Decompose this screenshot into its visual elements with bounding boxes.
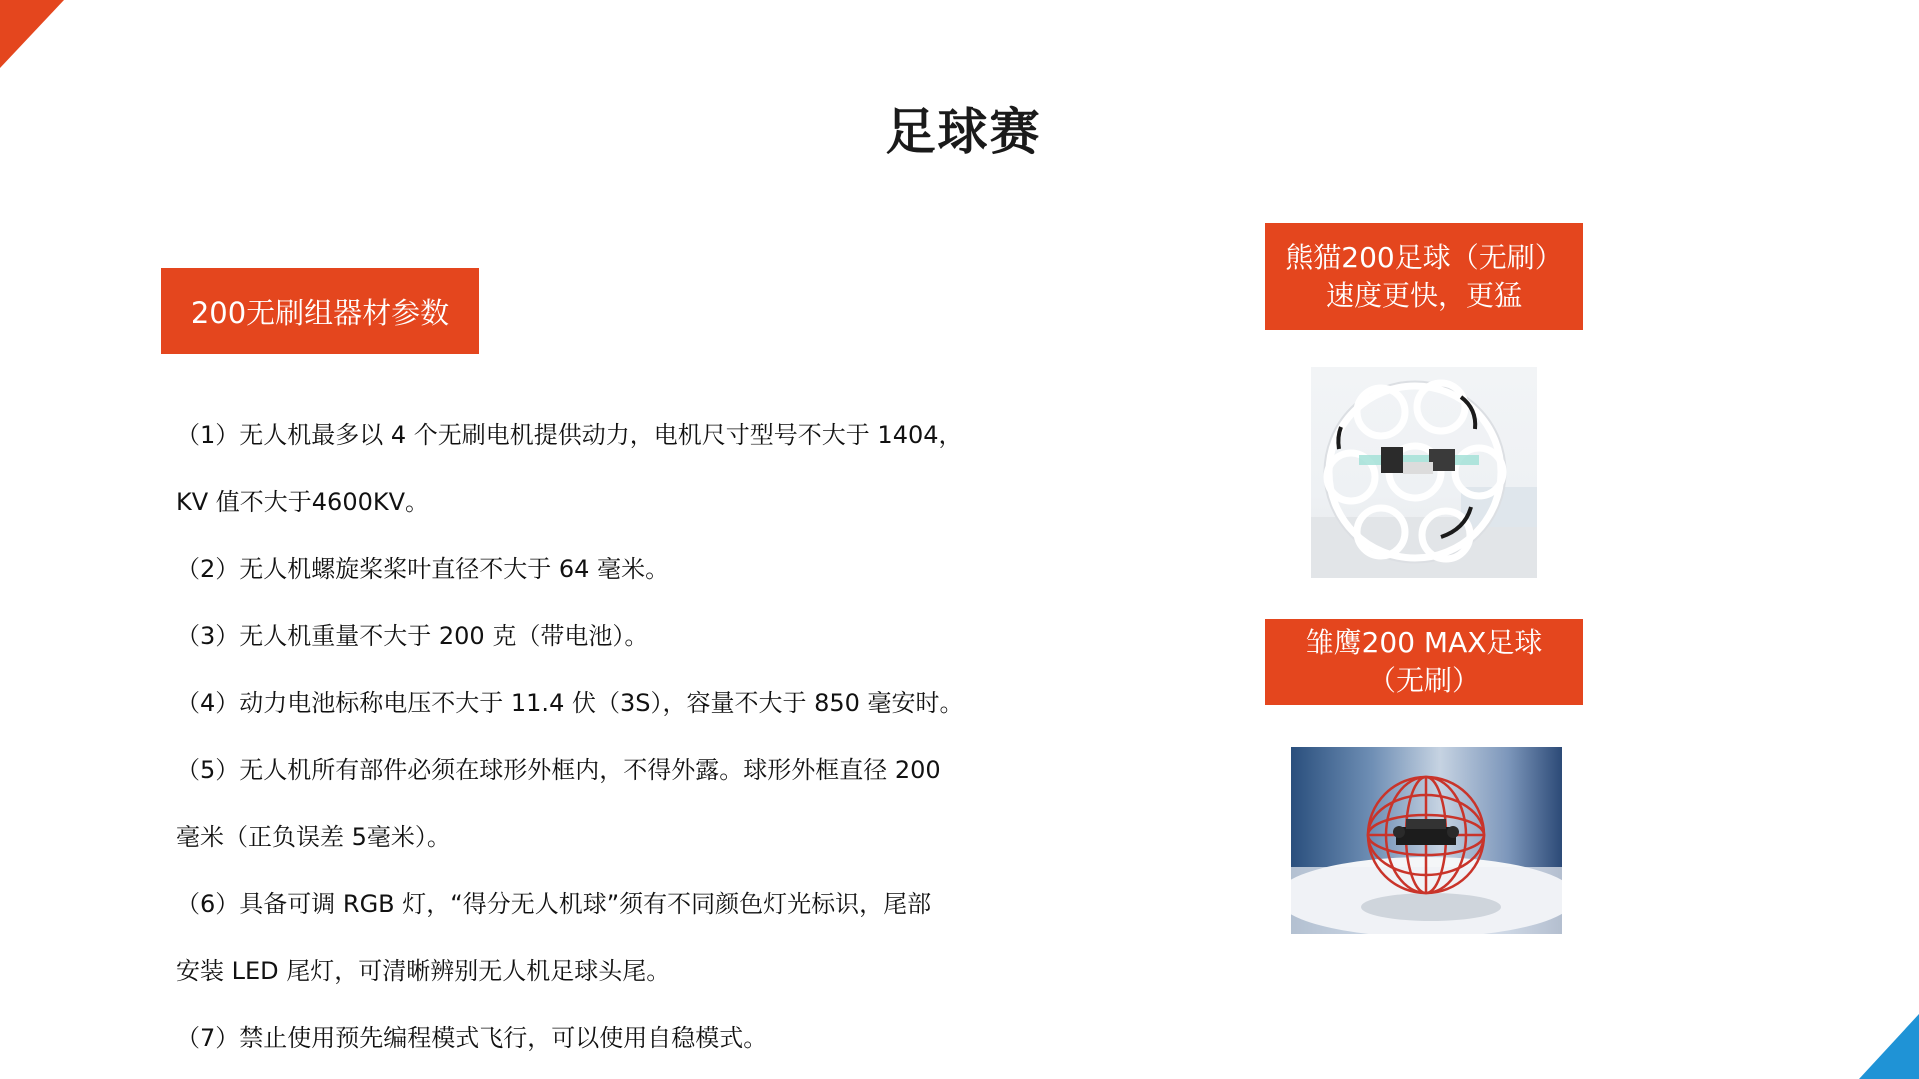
rule-line: KV 值不大于4600KV。	[176, 488, 430, 516]
corner-decoration-bottom-right	[1859, 1014, 1919, 1079]
rule-line: 毫米（正负误差 5毫米）。	[176, 823, 451, 851]
rule-line: 安装 LED 尾灯，可清晰辨别无人机足球头尾。	[176, 957, 671, 985]
corner-decoration-top-left	[0, 0, 64, 68]
red-cage-drone-ball-icon	[1291, 747, 1562, 934]
product-photo-eagle	[1291, 747, 1562, 934]
product-label-line1: 雏鹰200 MAX足球	[1305, 626, 1543, 659]
page-title: 足球赛	[885, 103, 1042, 161]
product-label-line1: 熊猫200足球（无刷）	[1285, 240, 1563, 274]
product-photo-panda	[1311, 367, 1537, 578]
product-label-eagle	[1265, 619, 1583, 705]
rule-line: （3）无人机重量不大于 200 克（带电池）。	[176, 622, 649, 650]
rule-line: （5）无人机所有部件必须在球形外框内，不得外露。球形外框直径 200	[176, 756, 941, 784]
product-label-line2: 速度更快，更猛	[1325, 278, 1522, 312]
white-cage-drone-ball-icon	[1311, 367, 1537, 578]
rule-line: （6）具备可调 RGB 灯，“得分无人机球”须有不同颜色灯光标识，尾部	[176, 890, 932, 918]
rule-line: （7）禁止使用预先编程模式飞行，可以使用自稳模式。	[176, 1024, 768, 1052]
rule-line: （4）动力电池标称电压不大于 11.4 伏（3S），容量不大于 850 毫安时。	[176, 689, 964, 717]
section-label	[161, 268, 479, 354]
rules-list	[176, 402, 1136, 1072]
rule-line: （1）无人机最多以 4 个无刷电机提供动力，电机尺寸型号不大于 1404，	[176, 421, 963, 449]
product-label-panda	[1265, 223, 1583, 330]
rule-line: （2）无人机螺旋桨桨叶直径不大于 64 毫米。	[176, 555, 670, 583]
section-label-text: 200无刷组器材参数	[190, 295, 450, 330]
product-label-line2: （无刷）	[1367, 664, 1480, 697]
